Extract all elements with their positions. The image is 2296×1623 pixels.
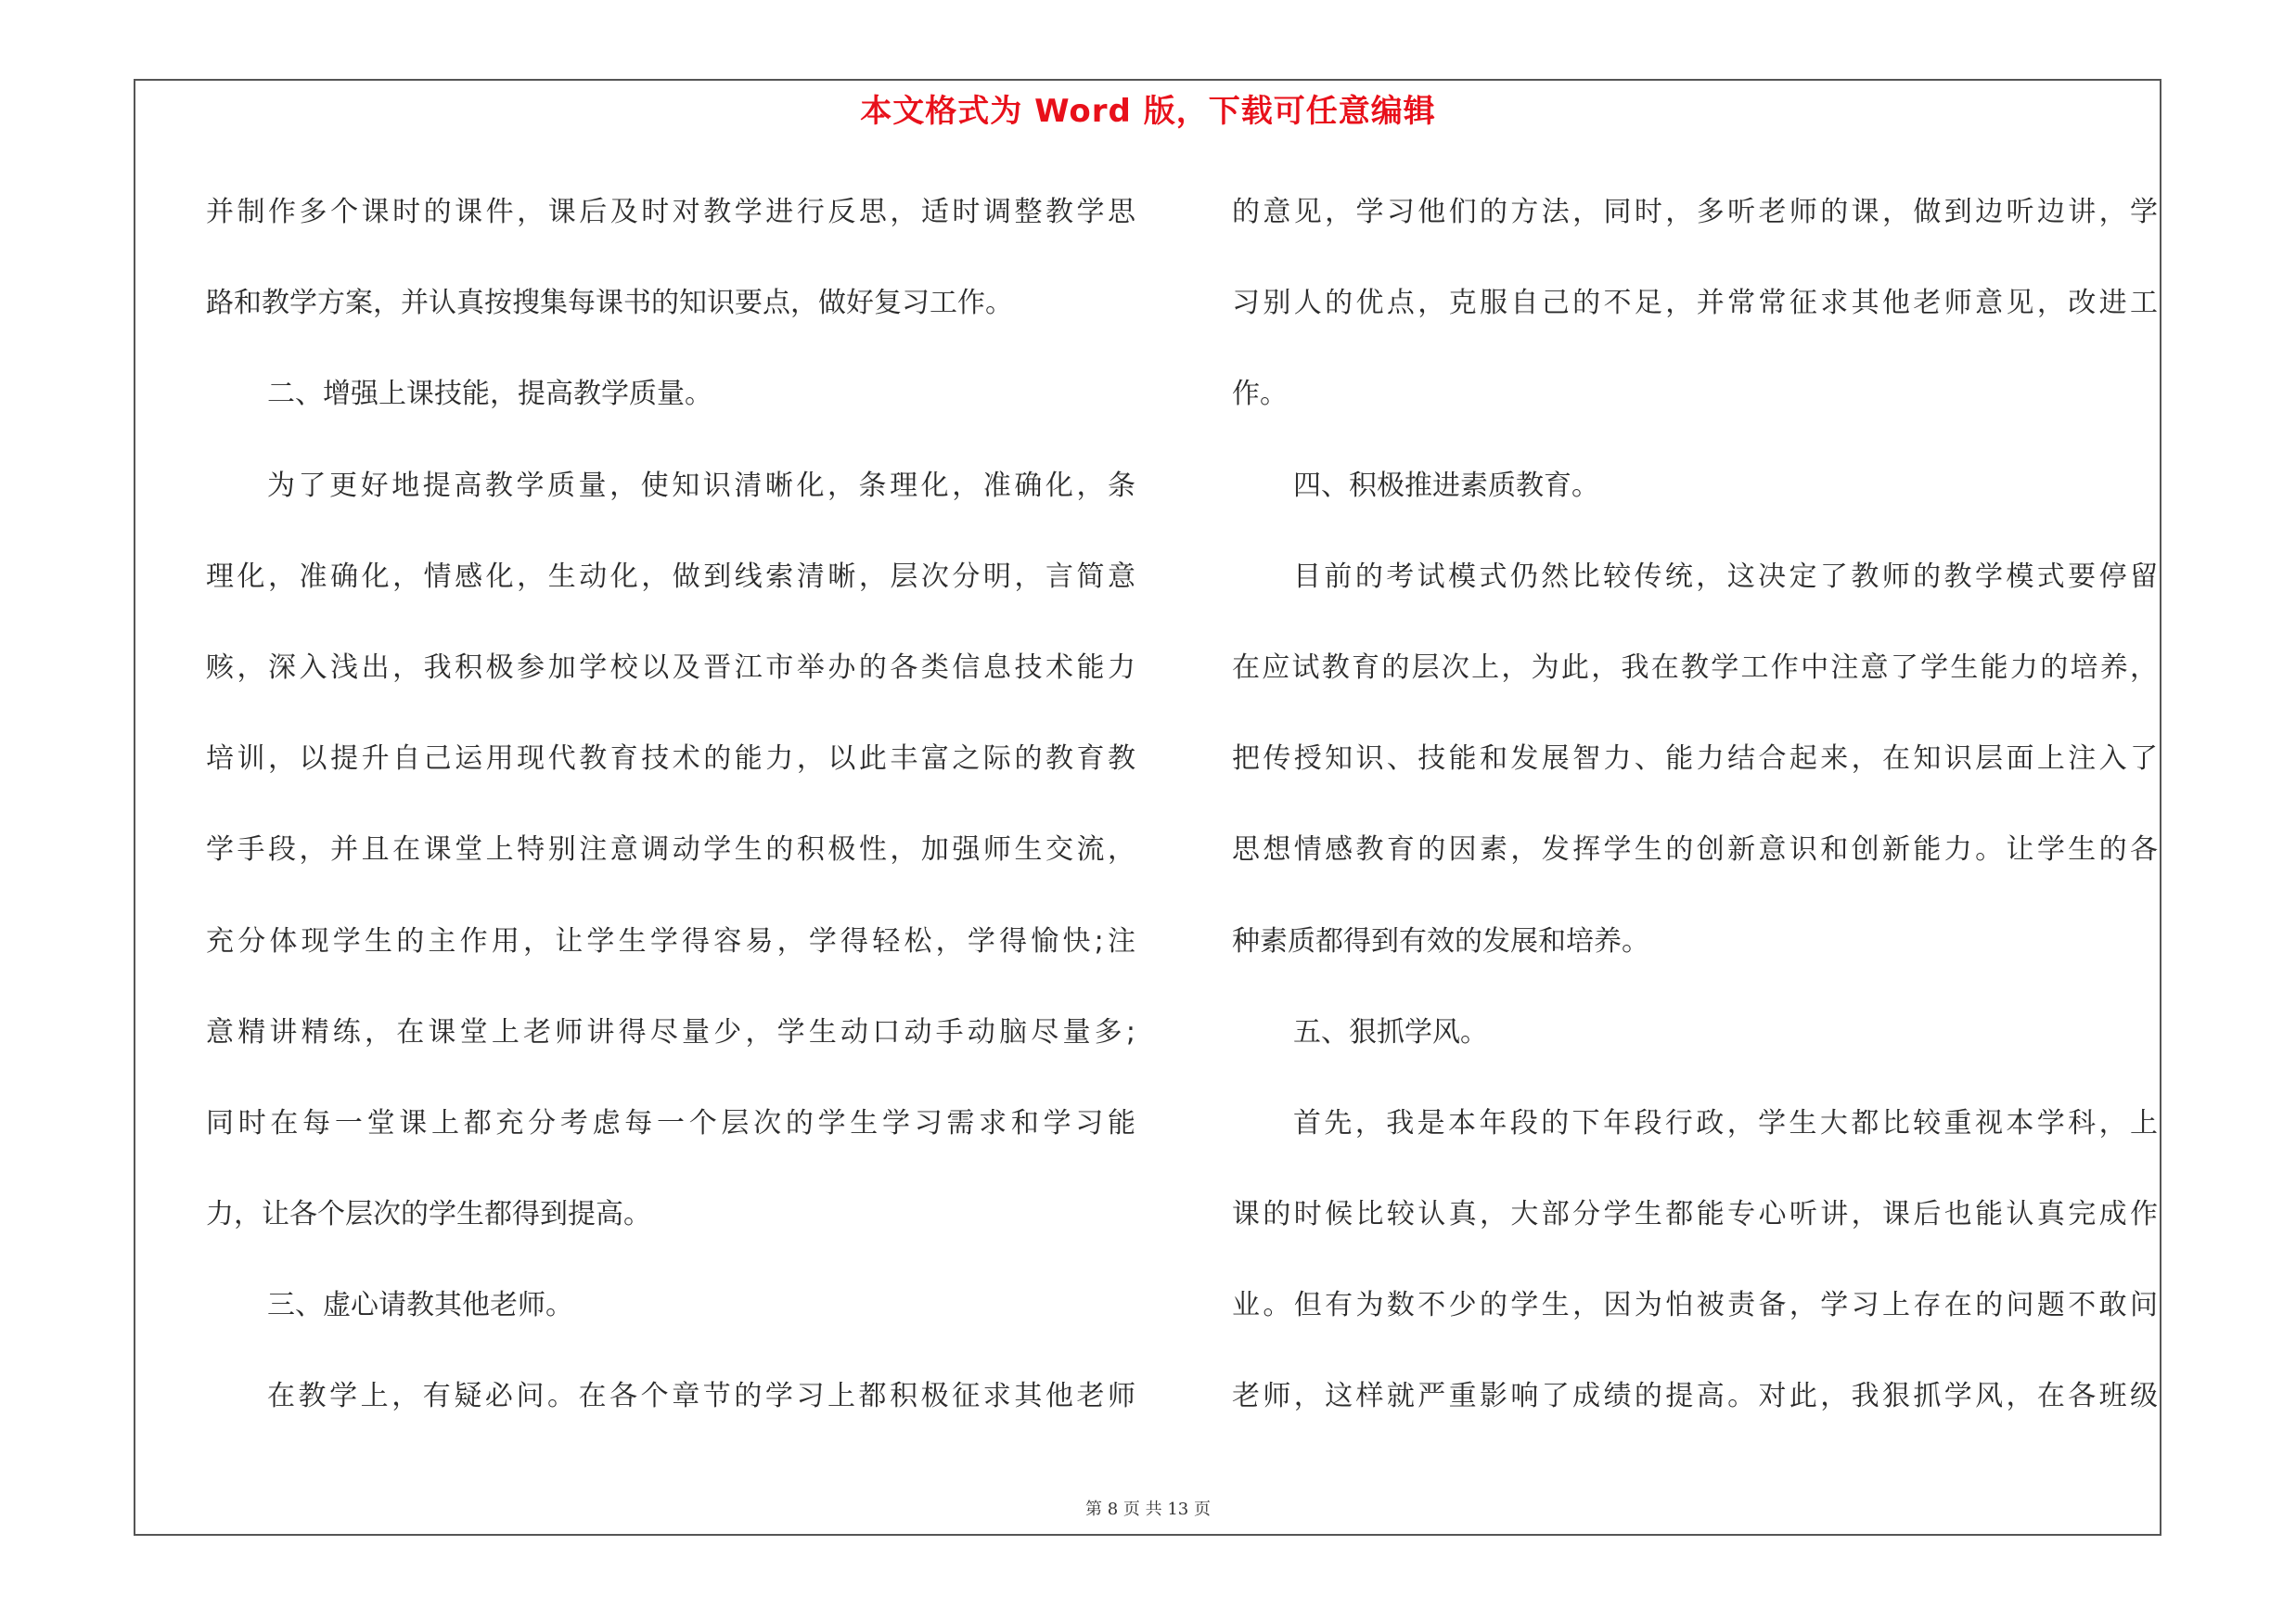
text-line: 课的时候比较认真，大部分学生都能专心听讲，课后也能认真完成作 — [1232, 1198, 2158, 1231]
text-line: 理化，准确化，情感化，生动化，做到线索清晰，层次分明，言简意 — [206, 560, 1135, 593]
text-line: 路和教学方案，并认真按搜集每课书的知识要点，做好复习工作。 — [206, 287, 1013, 320]
text-line: 目前的考试模式仍然比较传统，这决定了教师的教学模式要停留 — [1293, 560, 2158, 593]
text-line: 种素质都得到有效的发展和培养。 — [1232, 924, 1649, 958]
text-line: 为了更好地提高教学质量，使知识清晰化，条理化，准确化，条 — [267, 469, 1135, 502]
text-line: 作。 — [1232, 378, 1288, 411]
text-line: 培训，以提升自己运用现代教育技术的能力，以此丰富之际的教育教 — [206, 742, 1135, 776]
text-line: 学手段，并且在课堂上特别注意调动学生的积极性，加强师生交流， — [206, 833, 1135, 867]
text-line: 习别人的优点，克服自己的不足，并常常征求其他老师意见，改进工 — [1232, 287, 2158, 320]
text-line: 思想情感教育的因素，发挥学生的创新意识和创新能力。让学生的各 — [1232, 833, 2158, 867]
text-line: 力，让各个层次的学生都得到提高。 — [206, 1198, 651, 1231]
section-heading: 三、虚心请教其他老师。 — [267, 1289, 573, 1322]
right-column — [1232, 167, 2158, 1443]
text-line: 在应试教育的层次上，为此，我在教学工作中注意了学生能力的培养， — [1232, 650, 2158, 684]
page-number: 第 8 页 共 13 页 — [1085, 1500, 1211, 1519]
section-heading: 五、狠抓学风。 — [1293, 1015, 1488, 1049]
text-line: 首先，我是本年段的下年段行政，学生大都比较重视本学科，上 — [1293, 1106, 2158, 1140]
text-line: 的意见，学习他们的方法，同时，多听老师的课，做到边听边讲，学 — [1232, 196, 2158, 228]
text-line: 并制作多个课时的课件，课后及时对教学进行反思，适时调整教学思 — [206, 196, 1135, 228]
text-line: 在教学上，有疑必问。在各个章节的学习上都积极征求其他老师 — [267, 1380, 1135, 1413]
text-line: 业。但有为数不少的学生，因为怕被责备，学习上存在的问题不敢问 — [1232, 1289, 2158, 1322]
section-heading: 二、增强上课技能，提高教学质量。 — [267, 378, 712, 411]
text-line: 把传授知识、技能和发展智力、能力结合起来，在知识层面上注入了 — [1232, 742, 2158, 776]
section-heading: 四、积极推进素质教育。 — [1293, 469, 1599, 502]
word-format-banner: 本文格式为 Word 版，下载可任意编辑 — [860, 93, 1436, 130]
text-line: 同时在每一堂课上都充分考虑每一个层次的学生学习需求和学习能 — [206, 1106, 1135, 1140]
text-line: 充分体现学生的主作用，让学生学得容易，学得轻松，学得愉快;注 — [206, 924, 1135, 958]
text-line: 老师，这样就严重影响了成绩的提高。对此，我狠抓学风，在各班级 — [1232, 1380, 2158, 1413]
text-line: 赅，深入浅出，我积极参加学校以及晋江市举办的各类信息技术能力 — [206, 650, 1135, 684]
left-column — [206, 167, 1135, 1443]
text-line: 意精讲精练，在课堂上老师讲得尽量少，学生动口动手动脑尽量多; — [206, 1015, 1135, 1049]
